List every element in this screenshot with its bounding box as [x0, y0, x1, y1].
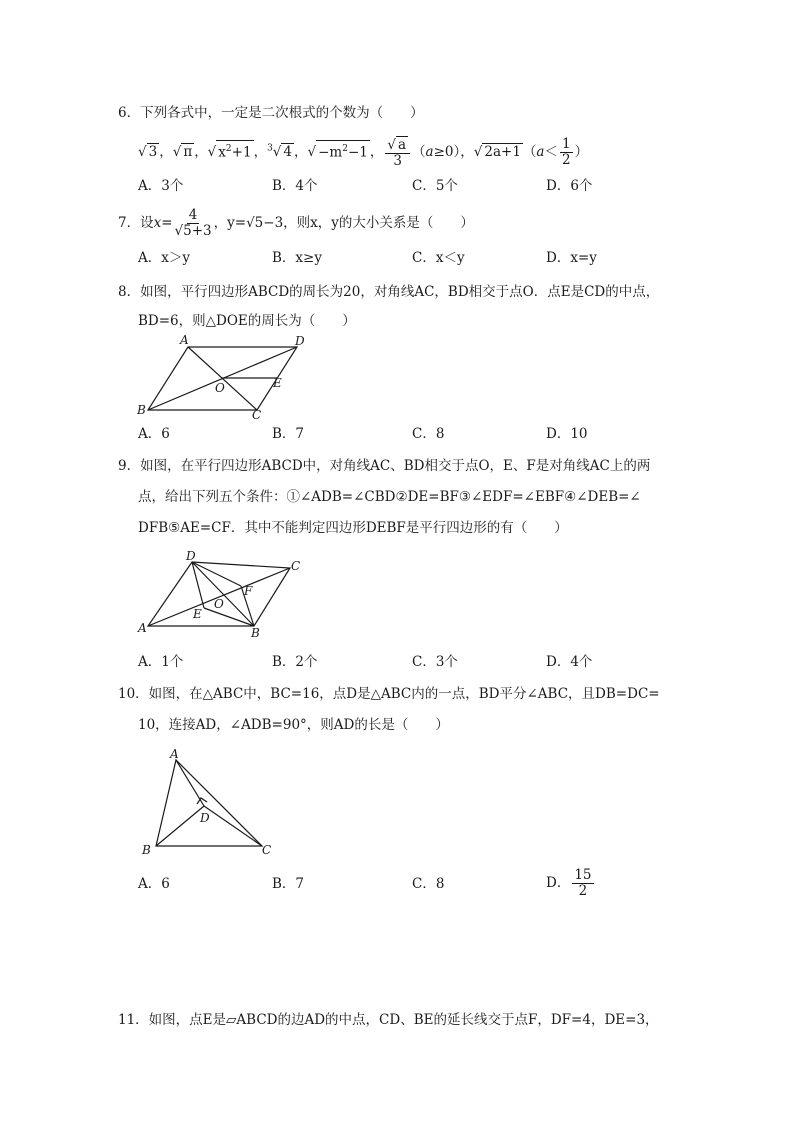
q8-option-a: A．6	[138, 426, 170, 442]
q10-label-d: D	[200, 811, 210, 825]
q8-label-c: C	[252, 408, 262, 422]
q9-label-d: D	[186, 549, 196, 563]
q10-option-d-denominator: 2	[578, 883, 588, 899]
q7-x-numerator: 4	[188, 207, 198, 223]
q6-option-b: B．4个	[272, 178, 318, 194]
q10-label-a: A	[170, 748, 179, 761]
q10-option-a: A．6	[138, 876, 170, 892]
q9-label-a: A	[138, 621, 147, 635]
q9-parallelogram-figure	[134, 548, 314, 642]
q8-label-b: B	[137, 403, 146, 417]
q9-label-e: E	[193, 607, 202, 621]
q10-option-c: C．8	[412, 876, 445, 892]
q9-option-b: B．2个	[272, 654, 318, 670]
q9-stem-line2: 点，给出下列五个条件：①∠ADB=∠CBD②DE=BF③∠EDF=∠EBF④∠DEB=∠	[138, 489, 641, 505]
q9-label-c: C	[291, 559, 301, 573]
q7-option-c: C．x＜y	[412, 250, 465, 266]
q8-label-a: A	[180, 333, 189, 347]
q7-stem-post: ，y=√5−3，则x，y的大小关系是（ ）	[213, 215, 474, 231]
q9-option-a: A．1个	[138, 654, 184, 670]
q8-parallelogram-figure	[130, 330, 320, 422]
q6-option-d: D．6个	[546, 178, 593, 194]
q10-label-c: C	[262, 843, 272, 857]
q8-label-d: D	[295, 334, 305, 348]
q7-option-a: A．x＞y	[138, 250, 190, 266]
q6-stem: 6．下列各式中，一定是二次根式的个数为（ ）	[118, 105, 424, 121]
q6-option-c: C．5个	[412, 178, 458, 194]
q9-stem-line1: 9．如图，在平行四边形ABCD中，对角线AC、BD相交于点O，E、F是对角线AC上的两	[118, 458, 651, 474]
q10-triangle-figure	[136, 748, 286, 860]
q10-stem-line1: 10．如图，在△ABC中，BC=16，点D是△ABC内的一点，BD平分∠ABC，且DB=DC=	[118, 686, 660, 702]
q8-label-o: O	[215, 381, 225, 395]
q11-stem-line1: 11．如图，点E是▱ABCD的边AD的中点，CD、BE的延长线交于点F，DF=4，DE=3，	[118, 1012, 659, 1028]
q9-label-o: O	[214, 597, 224, 611]
q10-segment-dc	[204, 806, 262, 846]
q7-x-denominator: √5+3	[174, 223, 212, 239]
q8-option-d: D．10	[546, 426, 588, 442]
q9-label-b: B	[251, 626, 260, 640]
q6-option-a: A．3个	[138, 178, 184, 194]
q10-stem-line2: 10，连接AD，∠ADB=90°，则AD的长是（ ）	[138, 717, 449, 733]
q10-option-d-numerator: 15	[574, 867, 592, 883]
q8-option-b: B．7	[272, 426, 305, 442]
q6-expressions: √ 3 ，√ π ，√ $x^2+1$ ，$^3$√ 4 ，√ $-m^2-1$ ， $\frac{√ a}{3}$ （a≥0），√ 2a+1 （a＜ $\frac{1}{2}$ ）	[138, 136, 589, 169]
q9-option-d: D．4个	[546, 654, 593, 670]
q10-segment-bd	[156, 806, 204, 846]
q9-stem-line3: DFB⑤AE=CF．其中不能判定四边形DEBF是平行四边形的有（ ）	[138, 520, 568, 536]
q8-stem-line2: BD=6，则△DOE的周长为（ ）	[138, 313, 356, 329]
q9-label-f: F	[244, 584, 253, 598]
q10-option-b: B．7	[272, 876, 305, 892]
q10-label-b: B	[142, 843, 151, 857]
q10-option-d	[546, 868, 596, 899]
q10-option-d-prefix: D．	[546, 875, 571, 891]
q9-segment-be	[204, 608, 254, 626]
q9-option-c: C．3个	[412, 654, 458, 670]
q8-option-c: C．8	[412, 426, 445, 442]
q8-stem-line1: 8．如图，平行四边形ABCD的周长为20，对角线AC，BD相交于点O．点E是CD的中点，	[118, 284, 660, 300]
q7-stem-pre: 7．设	[118, 215, 154, 231]
q7-option-b: B．x≥y	[272, 250, 322, 266]
q9-segment-df	[192, 562, 241, 586]
q7-stem: 7．设x= $\frac{4}{√5+3}$ ，y=√5−3，则x，y的大小关系是（ ）	[118, 207, 474, 239]
q8-label-e: E	[273, 376, 282, 390]
q7-option-d: D．x=y	[546, 250, 597, 266]
q9-parallelogram	[148, 562, 290, 626]
